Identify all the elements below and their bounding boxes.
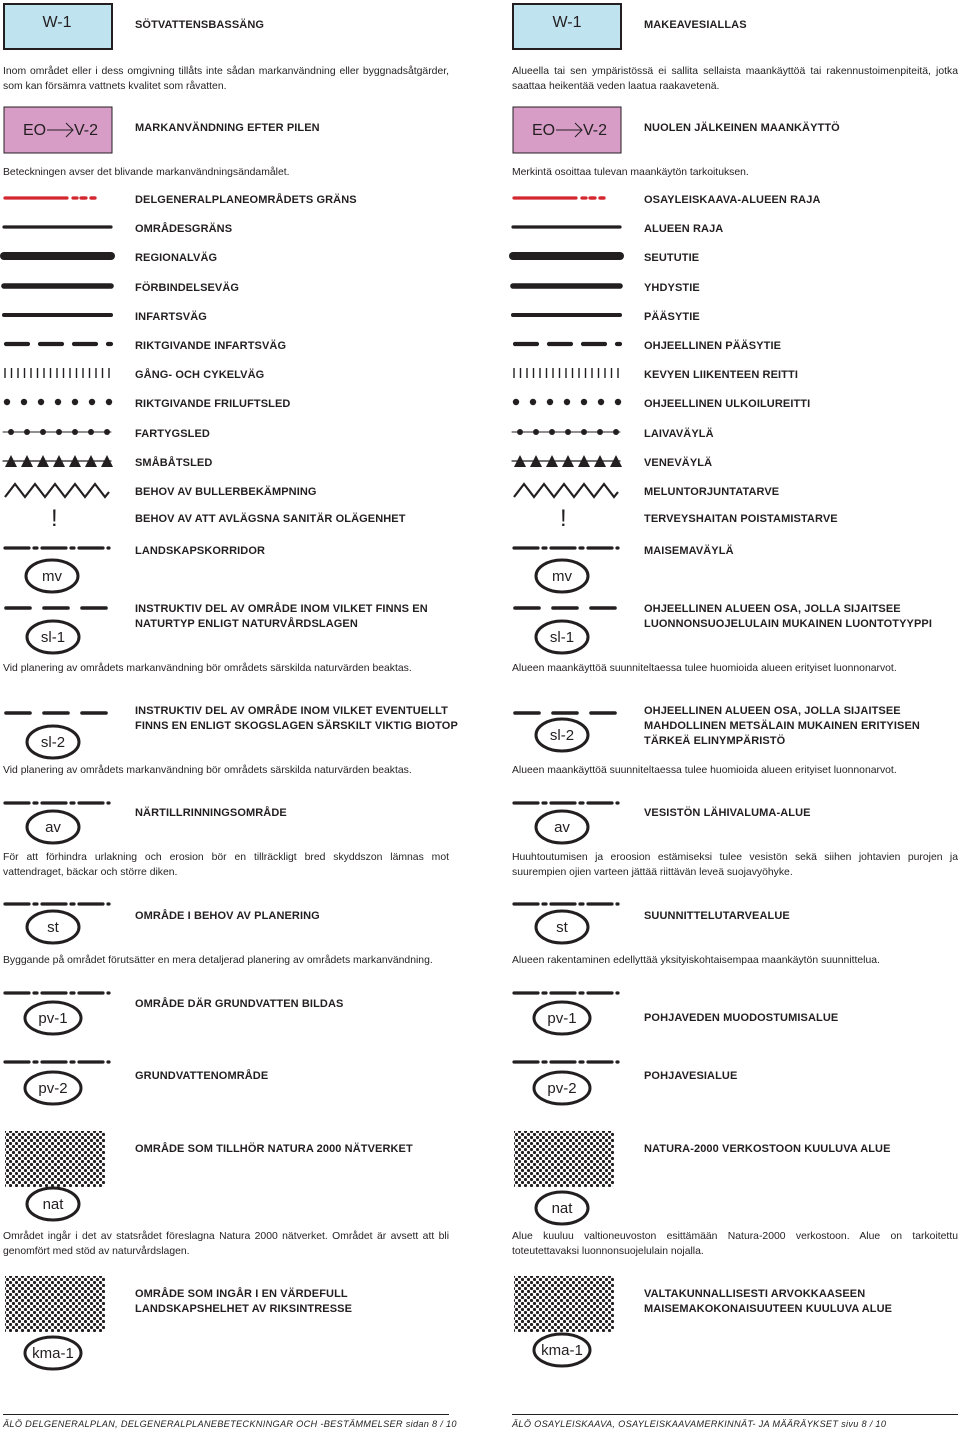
- thick-solid-line-symbol: [3, 250, 113, 266]
- code-label: kma-1: [32, 1345, 74, 1362]
- groundwater-area-label: GRUNDVATTENOMRÅDE: [135, 1070, 269, 1082]
- landscape-corridor-label: LANDSKAPSKORRIDOR: [135, 545, 266, 557]
- planning-need-symbol: [3, 896, 113, 948]
- svg-text:!: !: [560, 505, 567, 532]
- code-label: kma-1: [541, 1342, 583, 1359]
- code-oval: [536, 719, 588, 751]
- code-oval: [534, 1002, 590, 1034]
- finnish-legend-column: [512, 0, 960, 1433]
- runoff-area-symbol: [512, 795, 622, 847]
- legend-label: RIKTGIVANDE INFARTSVÄG: [135, 340, 287, 352]
- code-oval: [27, 621, 79, 653]
- national-landscape-label: OMRÅDE SOM INGÅR I EN VÄRDEFULL LANDSKAPSHELHET AV RIKSINTRESSE: [135, 1288, 353, 1315]
- freshwater-label: SÖTVATTENSBASSÄNG: [135, 19, 265, 31]
- code-oval: [25, 1002, 81, 1034]
- biotope-label: OHJEELLINEN ALUEEN OSA, JOLLA SIJAITSEE MAHDOLLINEN METSÄLAIN MUKAINEN ERITYISEN TÄRKEÄ ELINYMPÄRISTÖ: [644, 705, 920, 747]
- runoff-area-description: För att förhindra urlakning och erosion bör en tillräckligt bred skyddszon lämnas mot vattendraget, bäckar och större diken.: [3, 852, 449, 878]
- code-oval: [27, 1188, 79, 1220]
- code-oval: [26, 560, 78, 592]
- code-label: sl-1: [40, 629, 66, 646]
- code-oval: [534, 1334, 590, 1366]
- legend-label: FARTYGSLED: [135, 428, 210, 440]
- thin-solid-line-symbol: [512, 221, 622, 237]
- exclamation-mark-symbol: [3, 506, 113, 532]
- freshwater-basin-symbol: [512, 3, 622, 51]
- biotope-description: Vid planering av områdets markanvändning bör områdets särskilda naturvärden beaktas.: [3, 765, 412, 776]
- natura-area-symbol: [512, 1130, 622, 1226]
- planning-need-symbol: [512, 896, 622, 948]
- land-use-change-label: MARKANVÄNDNING EFTER PILEN: [135, 122, 320, 134]
- groundwater-formation-label: OMRÅDE DÄR GRUNDVATTEN BILDAS: [135, 998, 344, 1010]
- medium-solid-line-symbol: [3, 280, 113, 296]
- legend-label: DELGENERALPLANEOMRÅDETS GRÄNS: [135, 194, 357, 206]
- long-dash-line-symbol: [512, 338, 622, 354]
- code-oval: [536, 1192, 588, 1224]
- legend-label: PÄÄSYTIE: [644, 311, 700, 323]
- zigzag-line-symbol: [3, 483, 113, 499]
- long-dash-line-symbol: [3, 338, 113, 354]
- legend-label: REGIONALVÄG: [135, 252, 218, 264]
- tick-line-symbol: [512, 367, 622, 383]
- code-label: mv: [42, 568, 62, 585]
- land-use-change-symbol: [512, 106, 622, 154]
- biotope-symbol: [512, 703, 622, 759]
- freshwater-label: MAKEAVESIALLAS: [644, 19, 747, 31]
- natura-area-label: OMRÅDE SOM TILLHÖR NATURA 2000 NÄTVERKET: [135, 1143, 413, 1155]
- code-oval: [25, 1072, 81, 1104]
- groundwater-formation-symbol: [512, 985, 622, 1037]
- code-label: sl-2: [549, 727, 575, 744]
- thin-solid-line-symbol: [3, 221, 113, 237]
- groundwater-formation-symbol: [3, 985, 113, 1037]
- narrow-solid-line-symbol: [3, 309, 113, 325]
- dot-on-line-symbol: [3, 426, 113, 442]
- code-label: st: [47, 919, 59, 936]
- legend-label: MELUNTORJUNTATARVE: [644, 486, 780, 498]
- freshwater-basin-symbol: [3, 3, 113, 51]
- nature-type-symbol: [3, 600, 113, 656]
- legend-label: SEUTUTIE: [644, 252, 700, 264]
- code-label: av: [554, 819, 570, 836]
- landscape-corridor-label: MAISEMAVÄYLÄ: [644, 545, 734, 557]
- groundwater-area-label: POHJAVESIALUE: [644, 1070, 738, 1082]
- nature-type-description: Alueen maankäyttöä suunniteltaessa tulee huomioida alueen erityiset luonnonarvot.: [512, 663, 897, 674]
- land-use-change-description: Merkintä osoittaa tulevan maankäytön tarkoituksen.: [512, 167, 749, 178]
- code-label: nat: [551, 1200, 573, 1217]
- planning-need-label: OMRÅDE I BEHOV AV PLANERING: [135, 910, 320, 922]
- to-code: V-2: [583, 122, 608, 139]
- red-dash-dot-line-symbol: [512, 192, 622, 208]
- legend-label: OMRÅDESGRÄNS: [135, 223, 233, 235]
- national-landscape-symbol: [3, 1275, 113, 1371]
- code-label: sl-2: [40, 734, 66, 751]
- code-oval: [536, 811, 588, 843]
- national-landscape-label: VALTAKUNNALLISESTI ARVOKKAASEEN MAISEMAKOKONAISUUTEEN KUULUVA ALUE: [644, 1288, 893, 1315]
- natura-area-description: Alue kuuluu valtioneuvoston esittämään Natura-2000 verkostoon. Alue on tarkoitettu toteutettavaksi luonnonsuojelulain nojalla.: [512, 1231, 958, 1257]
- nature-type-symbol: [512, 600, 622, 656]
- groundwater-area-symbol: [512, 1054, 622, 1108]
- runoff-area-label: VESISTÖN LÄHIVALUMA-ALUE: [644, 807, 811, 819]
- code-oval: [534, 1072, 590, 1104]
- dot-line-symbol: [3, 396, 113, 412]
- code-label: pv-1: [38, 1010, 68, 1027]
- svg-text:!: !: [51, 505, 58, 532]
- legend-label: INFARTSVÄG: [135, 311, 207, 323]
- legend-label: LAIVAVÄYLÄ: [644, 428, 714, 440]
- code-oval: [536, 621, 588, 653]
- national-landscape-symbol: [512, 1275, 622, 1371]
- page-footer: ÄLÖ DELGENERALPLAN, DELGENERALPLANEBETECKNINGAR OCH -BESTÄMMELSER sidan 8 / 10: [3, 1414, 449, 1429]
- code-label: st: [556, 919, 568, 936]
- legend-label: ALUEEN RAJA: [644, 223, 724, 235]
- legend-label: OSAYLEISKAAVA-ALUEEN RAJA: [644, 194, 821, 206]
- triangle-line-symbol: [3, 455, 113, 471]
- runoff-area-symbol: [3, 795, 113, 847]
- code-label: nat: [42, 1196, 64, 1213]
- planning-need-description: Byggande på området förutsätter en mera detaljerad planering av områdets markanvändning.: [3, 955, 433, 966]
- land-use-change-label: NUOLEN JÄLKEINEN MAANKÄYTTÖ: [644, 122, 840, 134]
- land-use-change-description: Beteckningen avser det blivande markanvändningsändamålet.: [3, 167, 290, 178]
- runoff-area-label: NÄRTILLRINNINGSOMRÅDE: [135, 807, 287, 819]
- legend-label: BEHOV AV ATT AVLÄGSNA SANITÄR OLÄGENHET: [135, 513, 406, 525]
- legend-label: BEHOV AV BULLERBEKÄMPNING: [135, 486, 317, 498]
- code-label: mv: [552, 568, 572, 585]
- planning-need-label: SUUNNITTELUTARVEALUE: [644, 910, 790, 922]
- zigzag-line-symbol: [512, 483, 622, 499]
- legend-label: YHDYSTIE: [644, 282, 700, 294]
- biotope-symbol: [3, 703, 113, 759]
- code-label: pv-1: [547, 1010, 577, 1027]
- natura-area-description: Området ingår i det av statsrådet föreslagna Natura 2000 nätverket. Området är avsett att bli genomfört med stöd av naturvårdslagen.: [3, 1231, 449, 1257]
- legend-label: SMÅBÅTSLED: [135, 457, 213, 469]
- dot-line-symbol: [512, 396, 622, 412]
- code-label: pv-2: [547, 1080, 577, 1097]
- code-oval: [27, 726, 79, 758]
- nature-type-label: OHJEELLINEN ALUEEN OSA, JOLLA SIJAITSEE LUONNONSUOJELULAIN MUKAINEN LUONTOTYYPPI: [644, 603, 932, 630]
- legend-label: VENEVÄYLÄ: [644, 457, 713, 469]
- code-oval: [25, 1337, 81, 1369]
- legend-label: GÅNG- OCH CYKELVÄG: [135, 369, 265, 381]
- natura-area-symbol: [3, 1130, 113, 1226]
- narrow-solid-line-symbol: [512, 309, 622, 325]
- code-oval: [536, 911, 588, 943]
- dot-on-line-symbol: [512, 426, 622, 442]
- biotope-label: INSTRUKTIV DEL AV OMRÅDE INOM VILKET EVENTUELLT FINNS EN ENLIGT SKOGSLAGEN SÄRSKILT VIKTIG BIOTOP: [135, 705, 458, 732]
- landscape-corridor-symbol: [3, 540, 113, 596]
- code-oval: [536, 560, 588, 592]
- planning-need-description: Alueen rakentaminen edellyttää yksityiskohtaisempaa maankäytön suunnittelua.: [512, 955, 880, 966]
- code-oval: [27, 911, 79, 943]
- from-code: EO: [532, 122, 556, 139]
- freshwater-description: Alueella tai sen ympäristössä ei sallita sellaista maankäyttöä tai rakennustoimenpiteitä, jotka saattaa heikentää veden laatua raakavetenä.: [512, 66, 958, 92]
- tick-line-symbol: [3, 367, 113, 383]
- to-code: V-2: [74, 122, 99, 139]
- groundwater-area-symbol: [3, 1054, 113, 1108]
- legend-label: OHJEELLINEN ULKOILUREITTI: [644, 398, 811, 410]
- legend-label: TERVEYSHAITAN POISTAMISTARVE: [644, 513, 838, 525]
- from-code: EO: [23, 122, 47, 139]
- groundwater-formation-label: POHJAVEDEN MUODOSTUMISALUE: [644, 1012, 839, 1024]
- thick-solid-line-symbol: [512, 250, 622, 266]
- legend-label: RIKTGIVANDE FRILUFTSLED: [135, 398, 291, 410]
- code-label: sl-1: [549, 629, 575, 646]
- landscape-corridor-symbol: [512, 540, 622, 596]
- swedish-legend-column: [3, 0, 459, 1433]
- code-label: pv-2: [38, 1080, 68, 1097]
- code-oval: [27, 811, 79, 843]
- page-footer: ÄLÖ OSAYLEISKAAVA, OSAYLEISKAAVAMERKINNÄT- JA MÄÄRÄYKSET sivu 8 / 10: [512, 1414, 958, 1429]
- biotope-description: Alueen maankäyttöä suunniteltaessa tulee huomioida alueen erityiset luonnonarvot.: [512, 765, 897, 776]
- freshwater-code: W-1: [42, 14, 72, 31]
- land-use-change-symbol: [3, 106, 113, 154]
- legend-label: OHJEELLINEN PÄÄSYTIE: [644, 340, 782, 352]
- legend-label: KEVYEN LIIKENTEEN REITTI: [644, 369, 798, 381]
- nature-type-description: Vid planering av områdets markanvändning bör områdets särskilda naturvärden beaktas.: [3, 663, 412, 674]
- freshwater-code: W-1: [552, 14, 582, 31]
- runoff-area-description: Huuhtoutumisen ja eroosion estämiseksi tulee vesistön sekä siihen johtavien purojen ja suurempien ojien varteen jättää riittävän leveä suojavyöhyke.: [512, 852, 958, 878]
- medium-solid-line-symbol: [512, 280, 622, 296]
- natura-area-label: NATURA-2000 VERKOSTOON KUULUVA ALUE: [644, 1143, 891, 1155]
- legend-label: FÖRBINDELSEVÄG: [135, 282, 240, 294]
- nature-type-label: INSTRUKTIV DEL AV OMRÅDE INOM VILKET FINNS EN NATURTYP ENLIGT NATURVÅRDSLAGEN: [135, 603, 428, 630]
- red-dash-dot-line-symbol: [3, 192, 113, 208]
- freshwater-description: Inom området eller i dess omgivning tillåts inte sådan markanvändning eller byggnadsåtgärder, som kan försämra vattnets kvalitet som råvatten.: [3, 66, 449, 92]
- triangle-line-symbol: [512, 455, 622, 471]
- code-label: av: [45, 819, 61, 836]
- exclamation-mark-symbol: [512, 506, 622, 532]
